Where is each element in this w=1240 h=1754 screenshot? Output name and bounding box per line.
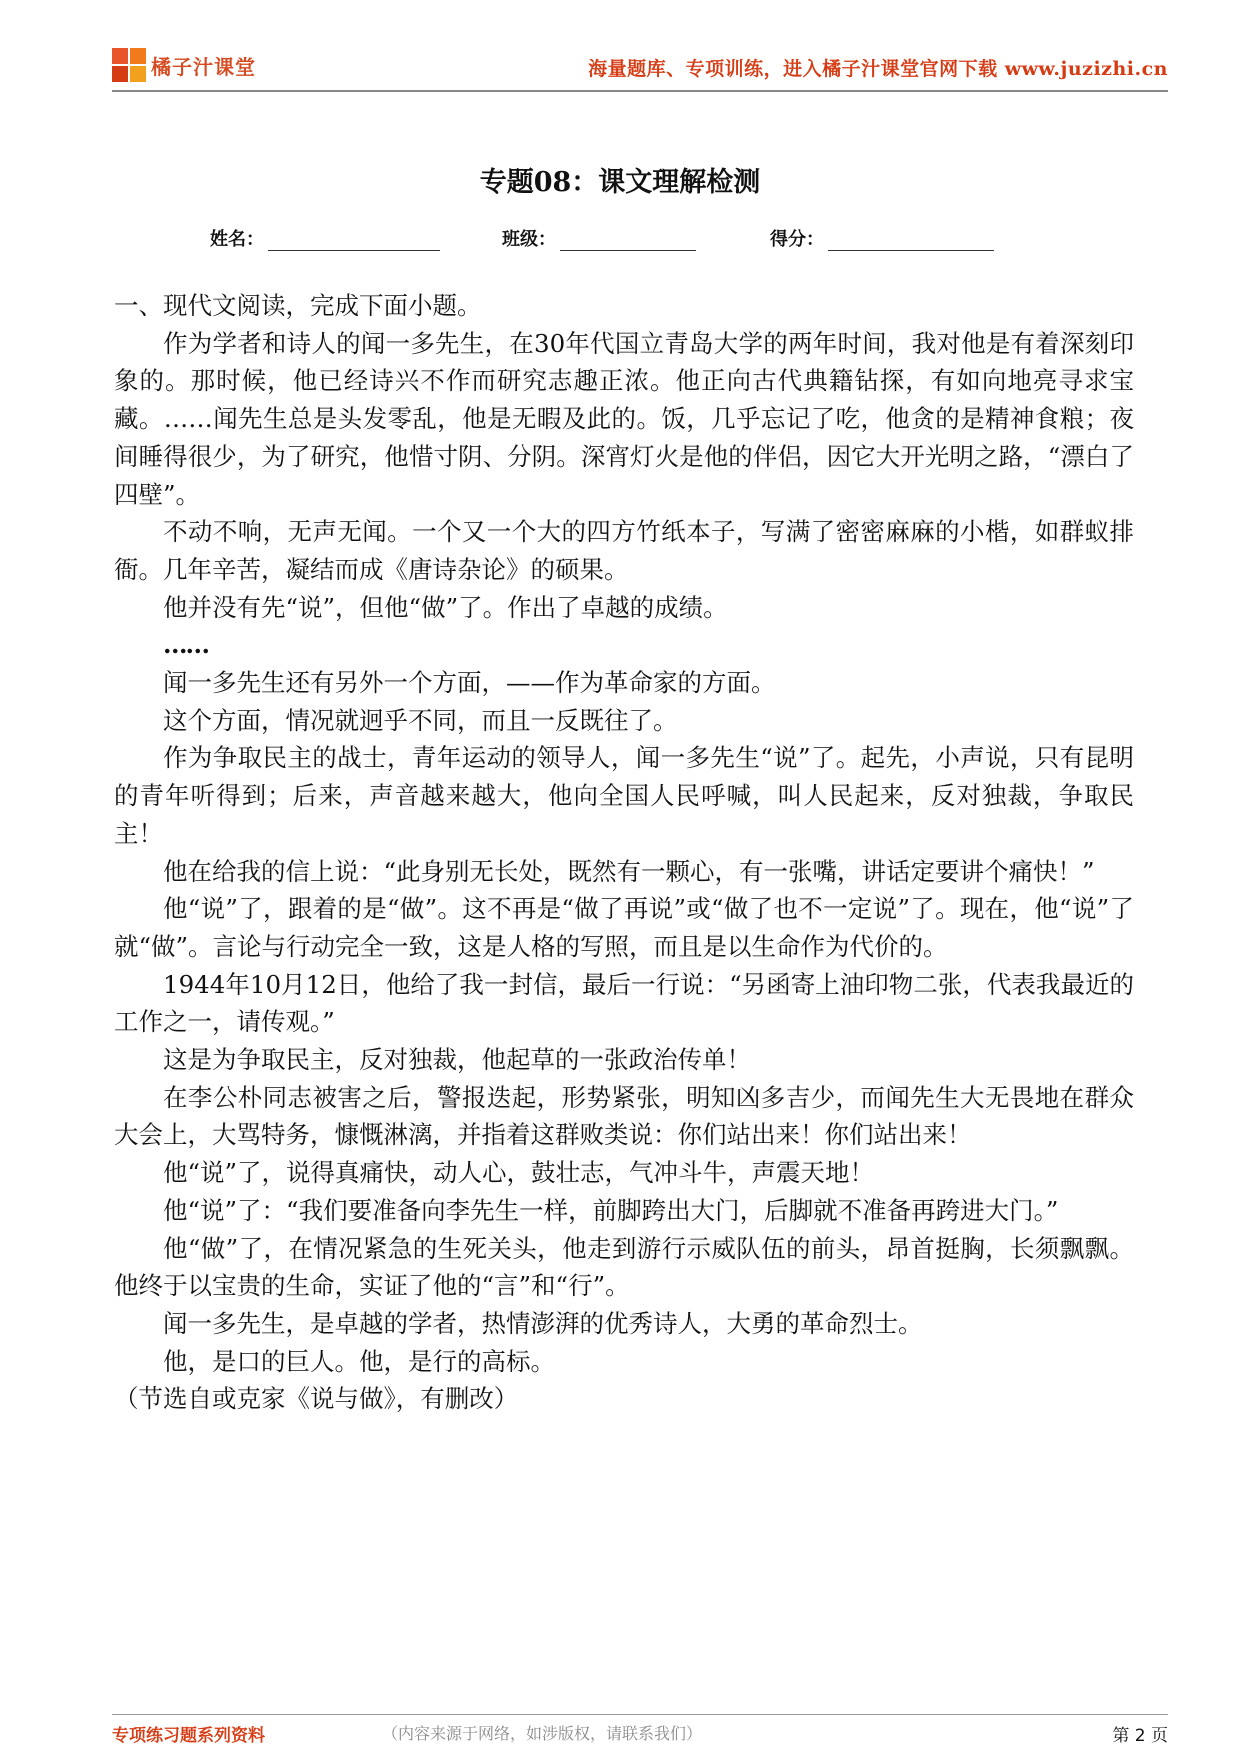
paragraph: 他，是口的巨人。他，是行的高标。 [163, 1346, 555, 1376]
paragraph: 他“说”了，说得真痛快，动人心，鼓壮志，气冲斗牛，声震天地！ [163, 1158, 875, 1188]
source-citation: （节选自或克家《说与做》，有删改） [114, 1384, 519, 1414]
reading-passage [114, 287, 1134, 1418]
page-title: 专题08：课文理解检测 [479, 167, 761, 198]
score-blank [828, 228, 994, 251]
class-label: 班级： [502, 229, 556, 250]
page-header [112, 44, 1168, 90]
footer-copyright-note: （内容来源于网络，如涉版权，请联系我们） [382, 1724, 703, 1743]
paragraph: 作为学者和诗人的闻一多先生，在30年代国立青岛大学的两年时间，我对他是有着深刻印象的。那时候，他已经诗兴不作而研究志趣正浓。他正向古代典籍钻探，有如向地亮寻求宝藏。……闻先生总是头发零乱，他是无暇及此的。饭，几乎忘记了吃，他贪的是精神食粮；夜间睡得很少，为了研究，他惜寸阴、分阴。深宵灯火是他的伴侣，因它大开光明之路，“漂白了四壁”。 [114, 328, 1134, 509]
logo [112, 48, 256, 82]
class-blank [560, 228, 696, 251]
name-blank [268, 228, 440, 251]
paragraph: 这是为争取民主，反对独裁，他起草的一张政治传单！ [163, 1045, 751, 1075]
paragraph: 他“说”了，跟着的是“做”。这不再是“做了再说”或“做了也不一定说”了。现在，他“说”了就“做”。言论与行动完全一致，这是人格的写照，而且是以生命作为代价的。 [114, 894, 1134, 961]
question-heading: 一、现代文阅读，完成下面小题。 [114, 291, 482, 320]
footer-series-label: 专项练习题系列资料 [112, 1726, 265, 1746]
paragraph: 闻一多先生，是卓越的学者，热情澎湃的优秀诗人，大勇的革命烈士。 [163, 1308, 923, 1338]
paragraph: 他“做”了，在情况紧急的生死关头，他走到游行示威队伍的前头，昂首挺胸，长须飘飘。他终于以宝贵的生命，实证了他的“言”和“行”。 [114, 1233, 1134, 1301]
paragraph: 他在给我的信上说：“此身别无长处，既然有一颗心，有一张嘴，讲话定要讲个痛快！” [163, 856, 1095, 886]
paragraph: 他“说”了：“我们要准备向李先生一样，前脚跨出大门，后脚就不准备再跨进大门。” [163, 1195, 1059, 1225]
name-field [210, 225, 440, 251]
paragraph: 这个方面，情况就迥乎不同，而且一反既往了。 [163, 705, 678, 735]
paragraph: 他并没有先“说”，但他“做”了。作出了卓越的成绩。 [163, 592, 728, 622]
paragraph: 在李公朴同志被害之后，警报迭起，形势紧张，明知凶多吉少，而闻先生大无畏地在群众大会上，大骂特务，慷慨淋漓，并指着这群败类说：你们站出来！你们站出来！ [114, 1082, 1134, 1150]
student-info-row [210, 225, 1090, 257]
score-label: 得分： [770, 229, 824, 250]
paragraph: 闻一多先生还有另外一个方面，——作为革命家的方面。 [163, 668, 776, 698]
ellipsis: …… [163, 630, 208, 660]
logo-text: 橘子汁课堂 [151, 54, 256, 79]
footer-divider [112, 1714, 1168, 1715]
paragraph: 1944年10月12日，他给了我一封信，最后一行说：“另函寄上油印物二张，代表我最近的工作之一，请传观。” [114, 969, 1134, 1037]
class-field [502, 225, 696, 251]
name-label: 姓名： [210, 229, 264, 250]
paragraph: 不动不响，无声无闻。一个又一个大的四方竹纸本子，写满了密密麻麻的小楷，如群蚁排衙。几年辛苦，凝结而成《唐诗杂论》的硕果。 [114, 517, 1134, 584]
logo-icon [112, 48, 146, 82]
header-tagline: 海量题库、专项训练，进入橘子汁课堂官网下载 www.juzizhi.cn [588, 58, 1168, 80]
score-field [770, 225, 994, 251]
header-divider [112, 90, 1168, 92]
page-number: 第 2 页 [1112, 1726, 1168, 1746]
page-footer [112, 1721, 1168, 1751]
paragraph: 作为争取民主的战士，青年运动的领导人，闻一多先生“说”了。起先，小声说，只有昆明的青年听得到；后来，声音越来越大，他向全国人民呼喊，叫人民起来，反对独裁，争取民主！ [114, 743, 1134, 848]
